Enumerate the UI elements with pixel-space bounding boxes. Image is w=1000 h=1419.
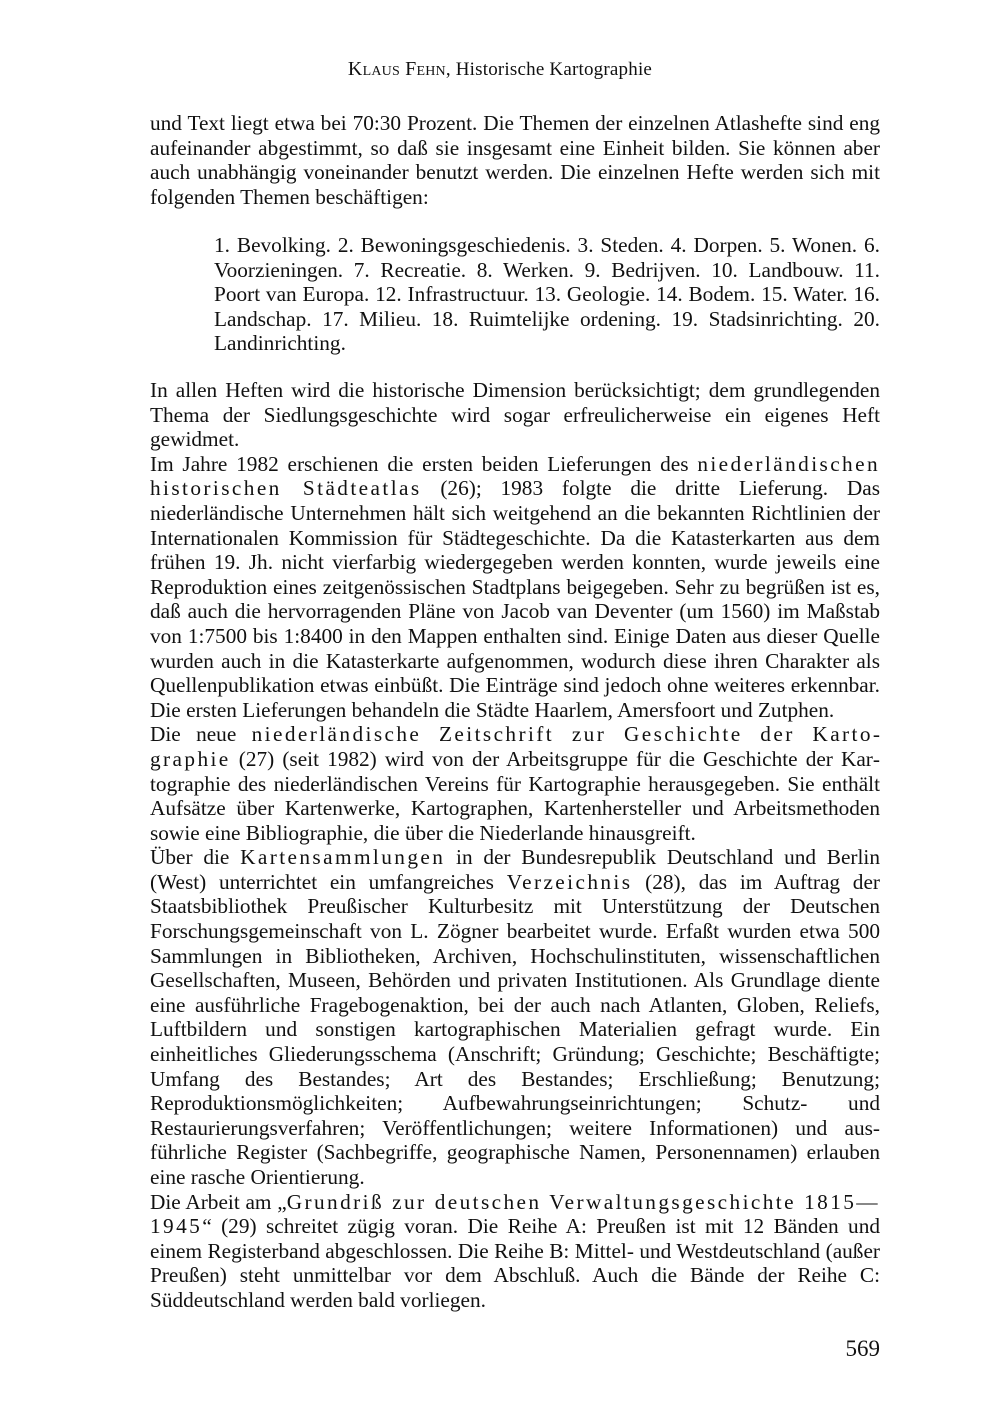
paragraph-5-a: Die Arbeit am „ <box>150 1189 287 1214</box>
topic-list: 1. Bevolking. 2. Bewoningsgeschiedenis. 3. Steden. 4. Dorpen. 5. Wonen. 6. Voorzieningen. 7. Recreatie. 8. Werken. 9. Bedrijven. 10. Landbouw. 11. Poort van Europa. 12. Infrastructuur. 13. Geologie. 14. Bodem. 15. Water. 16. Landschap. 17. Milieu. 18. Ruimtelijke ordening. 19. Stadsinrichting. 20. Landinrichting. <box>214 233 880 356</box>
paragraph-3-emphasis: niederländische Zeitschrift zur Geschichte der Kartographie <box>150 722 880 771</box>
paragraph-5-emphasis: Grundriß zur deutschen Verwaltungsgeschichte 1815—1945 <box>150 1189 880 1239</box>
paragraph-4-e: (28), das im Auftrag der Staatsbibliothek Preußischer Kulturbesitz mit Unterstützung der Deutschen Forschungsgemeinschaft von L. Zögner bearbeitet wurde. Erfaßt wurden etwa 500 Sammlungen in Bibliotheken, Archiven, Hochschulinstituten, wissenschaftlichen Gesellschaften, Museen, Behörden und privaten Institutionen. Als Grundlage diente eine ausführliche Fragebogenaktion, bei der auch nach Atlanten, Globen, Reliefs, Luftbildern und sonstigen kartographischen Materialien gefragt wurde. Ein einheitliches Gliederungsschema (Anschrift; Gründung; Geschichte; Beschäftigte; Umfang des Bestandes; Art des Bestandes; Erschließung; Benutzung; Reproduktionsmöglichkeiten; Aufbewahrungseinrichtungen; Schutz- und Restaurierungsverfahren; Veröffentlichungen; weitere Informationen) und ausführliche Register (Sachbegriffe, geographische Namen, Personennamen) erlauben eine rasche Orientierung. <box>150 869 880 1189</box>
paragraph-3 <box>150 722 880 845</box>
paragraph-2 <box>150 452 880 723</box>
header-title: Historische Kartographie <box>455 59 653 80</box>
paragraph-1: In allen Heften wird die historische Dimension berücksichtigt; dem grundlegenden Thema der Siedlungsgeschichte wird sogar erfreulicherweise ein eigenes Heft gewidmet. <box>150 378 880 452</box>
page-number: 569 <box>845 1336 880 1361</box>
paragraph-5-c: “ (29) schreitet zügig voran. Die Reihe A: Preußen ist mit 12 Bänden und einem Registerband abgeschlossen. Die Reihe B: Mittel- und Westdeutschland (außer Preußen) steht unmittelbar vor dem Abschluß. Auch die Bände der Reihe C: Süddeutschland werden bald vorliegen. <box>150 1214 880 1312</box>
paragraph-4-c: in der Bundesrepublik Deutschland und Berlin (West) unterrichtet ein umfangreiches <box>150 845 880 894</box>
paragraph-2-c: (26); 1983 folgte die dritte Lieferung. Das niederländische Unternehmen hält sich weitgehend an die bekannten Richtlinien der Internationalen Kommission für Städtegeschichte. Da die Katasterkarten aus dem frühen 19. Jh. nicht vierfarbig wiedergegeben werden konnten, wurde jeweils eine Reproduktion eines zeitgenössischen Stadtplans beigegeben. Sehr zu begrüßen ist es, daß auch die hervorragenden Pläne von Jacob van Deventer (um 1560) im Maßstab von 1:7500 bis 1:8400 in den Mappen enthalten sind. Einige Daten aus dieser Quelle wurden auch in die Katasterkarte aufgenommen, wodurch diese ihren Charakter als Quellenpublikation etwas einbüßt. Die Einträge sind jedoch ohne weiteres erkennbar. Die ersten Lieferungen behandeln die Städte Haarlem, Amersfoort und Zutphen. <box>150 476 880 722</box>
paragraph-3-c: (27) (seit 1982) wird von der Arbeitsgruppe für die Geschichte der Kartographie des niederländischen Vereins für Kartographie herausgegeben. Sie enthält Aufsätze über Kartenwerke, Kartographen, Kartenhersteller und Arbeitsmethoden sowie eine Bibliographie, die über die Niederlande hinausgreift. <box>150 746 880 845</box>
paragraph-2-emphasis: niederländischen historischen Städteatlas <box>150 451 880 501</box>
paragraph-4-emphasis-1: Kartensammlungen <box>240 845 446 870</box>
header-author: Klaus Fehn <box>347 58 446 80</box>
paragraph-4-emphasis-2: Verzeichnis <box>506 869 633 894</box>
paragraph-2-a: Im Jahre 1982 erschienen die ersten beiden Lieferungen des <box>150 451 698 476</box>
header-separator: , <box>445 59 456 80</box>
running-header <box>0 58 1000 81</box>
body-text <box>150 378 880 1313</box>
intro-paragraph: und Text liegt etwa bei 70:30 Prozent. Die Themen der einzelnen Atlashefte sind eng aufeinander abgestimmt, so daß sie insgesamt eine Einheit bilden. Sie können aber auch unabhängig voneinander benutzt werden. Die einzelnen Hefte werden sich mit folgenden Themen beschäftigen: <box>150 111 880 209</box>
paragraph-4 <box>150 845 880 1189</box>
paragraph-5 <box>150 1190 880 1313</box>
paragraph-4-a: Über die <box>150 845 241 870</box>
paragraph-3-a: Die neue <box>150 722 252 747</box>
